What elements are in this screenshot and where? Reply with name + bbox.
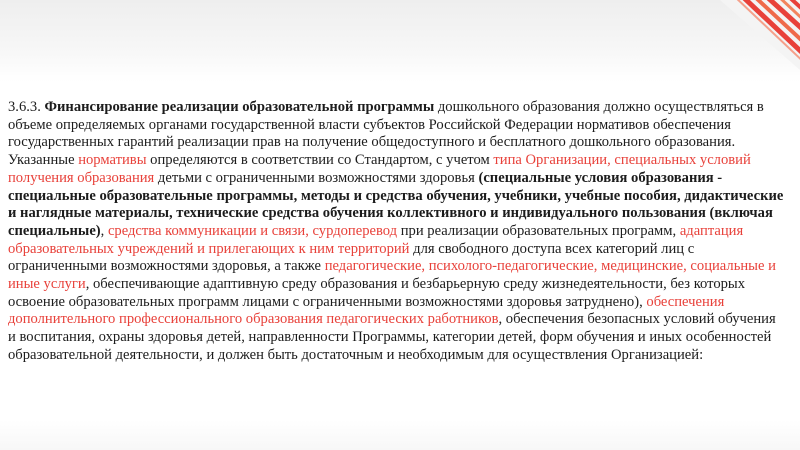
highlight-professional-education: обеспечения дополнительного профессионального образования педагогических работников (8, 293, 725, 328)
highlight-adaptation: адаптация образовательных учреждений и прилегающих к ним территорий (8, 222, 744, 257)
section-number: 3.6.3. (8, 99, 45, 115)
highlight-services: педагогические, психолого-педагогические, медицинские, социальные и иные услуги (8, 258, 776, 293)
section-heading: Финансирование реализации образовательной программы (44, 99, 435, 115)
highlight-communication: средства коммуникации и связи, сурдоперевод (107, 222, 398, 239)
highlight-org-type: типа Организации, специальных условий получения образования (8, 152, 751, 186)
text-run: , обеспечения безопасных условий обучения и воспитания, охраны здоровья детей, направленности Программы, категории детей, форм обучения и иных особенностей образовательной деятельности, и должен быть достаточным и необходимым для осуществления Организацией: (8, 311, 776, 363)
text-run: дошкольного образования должно осуществляться в объеме определяемых органами государственной власти субъектов Российской Федерации нормативов обеспечения государственных гарантий реализации прав на получение общедоступного и бесплатного дошкольного образования. Указанные (8, 99, 764, 169)
red-diagonal-stripes-icon (680, 0, 800, 70)
paragraph-3-6-3 (8, 99, 786, 365)
highlight-normativy: нормативы (78, 152, 147, 169)
footer-band (0, 420, 800, 450)
text-run: , обеспечивающие адаптивную среду образования и безбарьерную среду жизнедеятельности, без которых освоение образовательных программ лицами с ограниченными возможностями здоровья затруднено), (8, 276, 746, 310)
text-run: для свободного доступа всех категорий лиц с ограниченными возможностями здоровья, а также (8, 240, 695, 275)
text-run: определяются в соответствии со Стандартом, с учетом (146, 152, 494, 169)
text-run: при реализации образовательных программ, (397, 222, 680, 239)
bold-special-conditions: (специальные условия образования - специальные образовательные программы, методы и средства обучения, учебники, учебные пособия, дидактические и наглядные материалы, технические средства обучения коллективного и индивидуального пользования (включая специальные) (8, 169, 784, 239)
text-run: , (100, 222, 108, 239)
text-run: детьми с ограниченными возможностями здоровья (154, 169, 479, 186)
